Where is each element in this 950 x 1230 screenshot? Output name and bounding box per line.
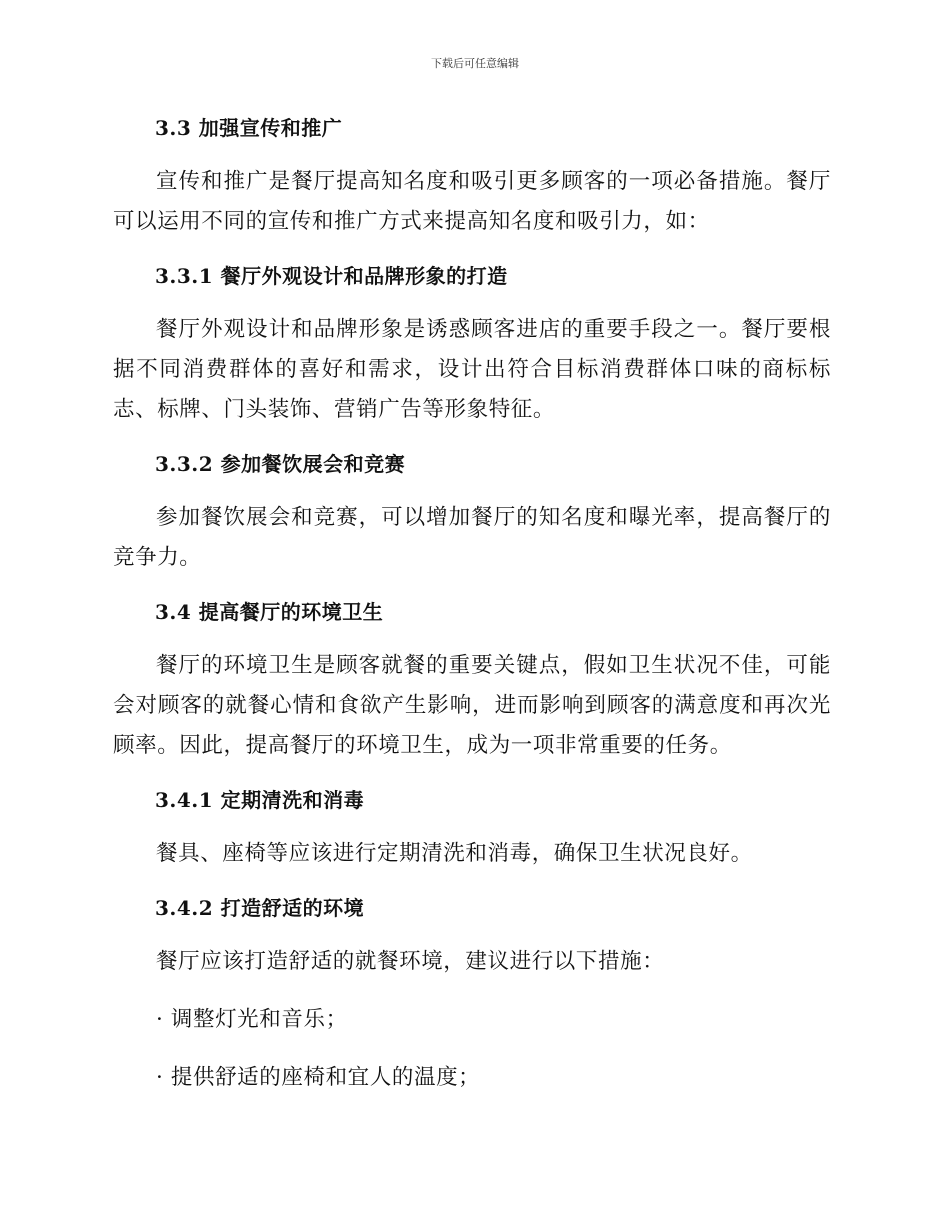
section-3-4-1-paragraph: 餐具、座椅等应该进行定期清洗和消毒，确保卫生状况良好。	[156, 841, 753, 866]
section-3-4-paragraph: 餐厅的环境卫生是顾客就餐的重要关键点，假如卫生状况不佳，可能会对顾客的就餐心情和食欲产生影响，进而影响到顾客的满意度和再次光顾率。因此，提高餐厅的环境卫生，成为一项非常重要的任务。	[113, 653, 831, 758]
section-3-4-heading: 3.4 提高餐厅的环境卫生	[155, 600, 384, 624]
section-3-4-2-paragraph: 餐厅应该打造舒适的就餐环境，建议进行以下措施：	[156, 949, 665, 974]
page-header: 下载后可任意编辑	[431, 57, 519, 70]
bullet-item-1: · 调整灯光和音乐；	[156, 1007, 348, 1032]
section-3-3-2-heading: 3.3.2 参加餐饮展会和竞赛	[155, 452, 406, 476]
section-3-3-1-paragraph: 餐厅外观设计和品牌形象是诱惑顾客进店的重要手段之一。餐厅要根据不同消费群体的喜好和需求，设计出符合目标消费群体口味的商标标志、标牌、门头装饰、营销广告等形象特征。	[113, 317, 831, 422]
section-3-4-1-heading: 3.4.1 定期清洗和消毒	[155, 788, 365, 812]
section-3-3-heading: 3.3 加强宣传和推广	[155, 116, 343, 140]
section-3-3-2-paragraph: 参加餐饮展会和竞赛，可以增加餐厅的知名度和曝光率，提高餐厅的竞争力。	[113, 505, 831, 570]
section-3-3-paragraph: 宣传和推广是餐厅提高知名度和吸引更多顾客的一项必备措施。餐厅可以运用不同的宣传和推广方式来提高知名度和吸引力，如：	[113, 169, 831, 234]
section-3-3-1-heading: 3.3.1 餐厅外观设计和品牌形象的打造	[155, 264, 508, 288]
document-body	[113, 112, 831, 1098]
section-3-4-2-heading: 3.4.2 打造舒适的环境	[155, 896, 365, 920]
bullet-item-2: · 提供舒适的座椅和宜人的温度；	[156, 1065, 481, 1090]
